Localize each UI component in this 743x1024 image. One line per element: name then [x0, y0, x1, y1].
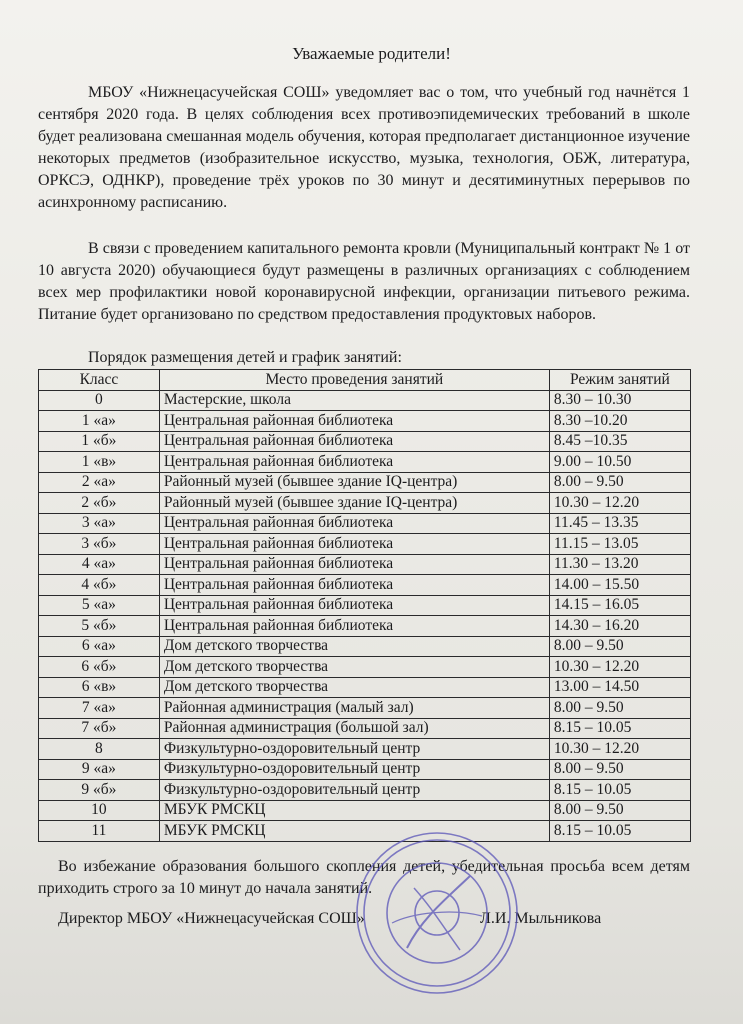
signature-title: Директор МБОУ «Нижнецасучейская СОШ»: [58, 910, 365, 927]
row-schedule-cell: 8.00 – 9.50: [549, 636, 690, 657]
row-class-cell: 8: [39, 739, 160, 760]
intro-paragraph-text: МБОУ «Нижнецасучейская СОШ» уведомляет вас о том, что учебный год начнётся 1 сентября 2020 года. В целях соблюдения всех противоэпидемических требований в школе будет реализована смешанная модель обучения, которая предполагает дистанционное изучение некоторых предметов (изобразительное искусство, музыка, технология, ОБЖ, литература, ОРКСЭ, ОДНКР), проведение трёх уроков по 30 минут и десятиминутных перерывов по асинхронному расписанию.: [38, 84, 690, 211]
row-class-cell: 5 «а»: [39, 595, 160, 616]
row-location-cell: Центральная районная библиотека: [159, 452, 549, 473]
row-class-cell: 0: [39, 390, 160, 411]
row-class-cell: 2 «а»: [39, 472, 160, 493]
row-class-cell: 9 «а»: [39, 759, 160, 780]
table-row: [39, 472, 691, 493]
table-row: [39, 452, 691, 473]
table-row: [39, 800, 691, 821]
row-schedule-cell: 8.00 – 9.50: [549, 800, 690, 821]
table-row: [39, 493, 691, 514]
row-location-cell: Центральная районная библиотека: [159, 431, 549, 452]
row-class-cell: 6 «б»: [39, 657, 160, 678]
table-row: [39, 513, 691, 534]
row-location-cell: Физкультурно-оздоровительный центр: [159, 739, 549, 760]
signature-name: Л.И. Мыльникова: [480, 910, 602, 927]
row-class-cell: 4 «а»: [39, 554, 160, 575]
row-schedule-cell: 8.00 – 9.50: [549, 759, 690, 780]
schedule-header-row: [39, 370, 691, 391]
row-location-cell: Физкультурно-оздоровительный центр: [159, 759, 549, 780]
row-location-cell: МБУК РМСКЦ: [159, 821, 549, 842]
table-row: [39, 595, 691, 616]
row-location-cell: Центральная районная библиотека: [159, 595, 549, 616]
row-class-cell: 10: [39, 800, 160, 821]
row-class-cell: 1 «а»: [39, 411, 160, 432]
row-schedule-cell: 14.15 – 16.05: [549, 595, 690, 616]
row-location-cell: Районная администрация (малый зал): [159, 698, 549, 719]
row-schedule-cell: 14.00 – 15.50: [549, 575, 690, 596]
table-row: [39, 390, 691, 411]
table-row: [39, 677, 691, 698]
row-schedule-cell: 8.45 –10.35: [549, 431, 690, 452]
table-row: [39, 657, 691, 678]
row-class-cell: 6 «а»: [39, 636, 160, 657]
row-schedule-cell: 10.30 – 12.20: [549, 739, 690, 760]
table-row: [39, 616, 691, 637]
row-schedule-cell: 8.15 – 10.05: [549, 821, 690, 842]
row-schedule-cell: 8.00 – 9.50: [549, 472, 690, 493]
row-schedule-cell: 8.30 – 10.30: [549, 390, 690, 411]
table-row: [39, 411, 691, 432]
row-location-cell: Центральная районная библиотека: [159, 616, 549, 637]
row-schedule-cell: 13.00 – 14.50: [549, 677, 690, 698]
school-stamp-icon: [352, 828, 522, 998]
table-row: [39, 739, 691, 760]
row-class-cell: 3 «б»: [39, 534, 160, 555]
row-schedule-cell: 8.15 – 10.05: [549, 718, 690, 739]
repair-paragraph-text: В связи с проведением капитального ремонта кровли (Муниципальный контракт № 1 от 10 августа 2020) обучающиеся будут размещены в различных организациях с соблюдением всех мер профилактики новой коронавирусной инфекции, организации питьевого режима. Питание будет организовано по средством предоставления продуктовых наборов.: [38, 240, 690, 323]
row-schedule-cell: 10.30 – 12.20: [549, 657, 690, 678]
order-heading: Порядок размещения детей и график занятий:: [88, 349, 402, 366]
row-location-cell: Центральная районная библиотека: [159, 411, 549, 432]
row-location-cell: Центральная районная библиотека: [159, 554, 549, 575]
row-location-cell: МБУК РМСКЦ: [159, 800, 549, 821]
row-location-cell: Дом детского творчества: [159, 636, 549, 657]
table-row: [39, 431, 691, 452]
row-location-cell: Центральная районная библиотека: [159, 575, 549, 596]
row-location-cell: Физкультурно-оздоровительный центр: [159, 780, 549, 801]
row-schedule-cell: 9.00 – 10.50: [549, 452, 690, 473]
repair-paragraph: [38, 238, 690, 326]
table-row: [39, 780, 691, 801]
row-class-cell: 2 «б»: [39, 493, 160, 514]
row-schedule-cell: 8.00 – 9.50: [549, 698, 690, 719]
header-schedule: Режим занятий: [549, 370, 690, 391]
row-location-cell: Районный музей (бывшее здание IQ-центра): [159, 472, 549, 493]
row-class-cell: 4 «б»: [39, 575, 160, 596]
row-class-cell: 6 «в»: [39, 677, 160, 698]
row-class-cell: 1 «б»: [39, 431, 160, 452]
schedule-table: [38, 369, 691, 842]
closing-paragraph-text: Во избежание образования большого скопления детей, убедительная просьба всем детям приходить строго за 10 минут до начала занятий.: [38, 858, 690, 897]
header-class: Класс: [39, 370, 160, 391]
table-row: [39, 554, 691, 575]
row-schedule-cell: 8.15 – 10.05: [549, 780, 690, 801]
row-schedule-cell: 8.30 –10.20: [549, 411, 690, 432]
table-row: [39, 534, 691, 555]
row-class-cell: 9 «б»: [39, 780, 160, 801]
table-row: [39, 718, 691, 739]
row-location-cell: Центральная районная библиотека: [159, 513, 549, 534]
row-schedule-cell: 14.30 – 16.20: [549, 616, 690, 637]
notice-title: Уважаемые родители!: [292, 44, 451, 63]
intro-paragraph: [38, 82, 690, 214]
row-schedule-cell: 10.30 – 12.20: [549, 493, 690, 514]
row-schedule-cell: 11.15 – 13.05: [549, 534, 690, 555]
row-location-cell: Центральная районная библиотека: [159, 534, 549, 555]
row-class-cell: 7 «а»: [39, 698, 160, 719]
table-row: [39, 759, 691, 780]
row-location-cell: Районная администрация (большой зал): [159, 718, 549, 739]
row-class-cell: 1 «в»: [39, 452, 160, 473]
row-class-cell: 11: [39, 821, 160, 842]
row-class-cell: 3 «а»: [39, 513, 160, 534]
row-class-cell: 5 «б»: [39, 616, 160, 637]
header-location: Место проведения занятий: [159, 370, 549, 391]
table-row: [39, 575, 691, 596]
row-schedule-cell: 11.45 – 13.35: [549, 513, 690, 534]
row-location-cell: Мастерские, школа: [159, 390, 549, 411]
row-location-cell: Районный музей (бывшее здание IQ-центра): [159, 493, 549, 514]
table-row: [39, 698, 691, 719]
row-class-cell: 7 «б»: [39, 718, 160, 739]
table-row: [39, 636, 691, 657]
row-schedule-cell: 11.30 – 13.20: [549, 554, 690, 575]
row-location-cell: Дом детского творчества: [159, 677, 549, 698]
row-location-cell: Дом детского творчества: [159, 657, 549, 678]
